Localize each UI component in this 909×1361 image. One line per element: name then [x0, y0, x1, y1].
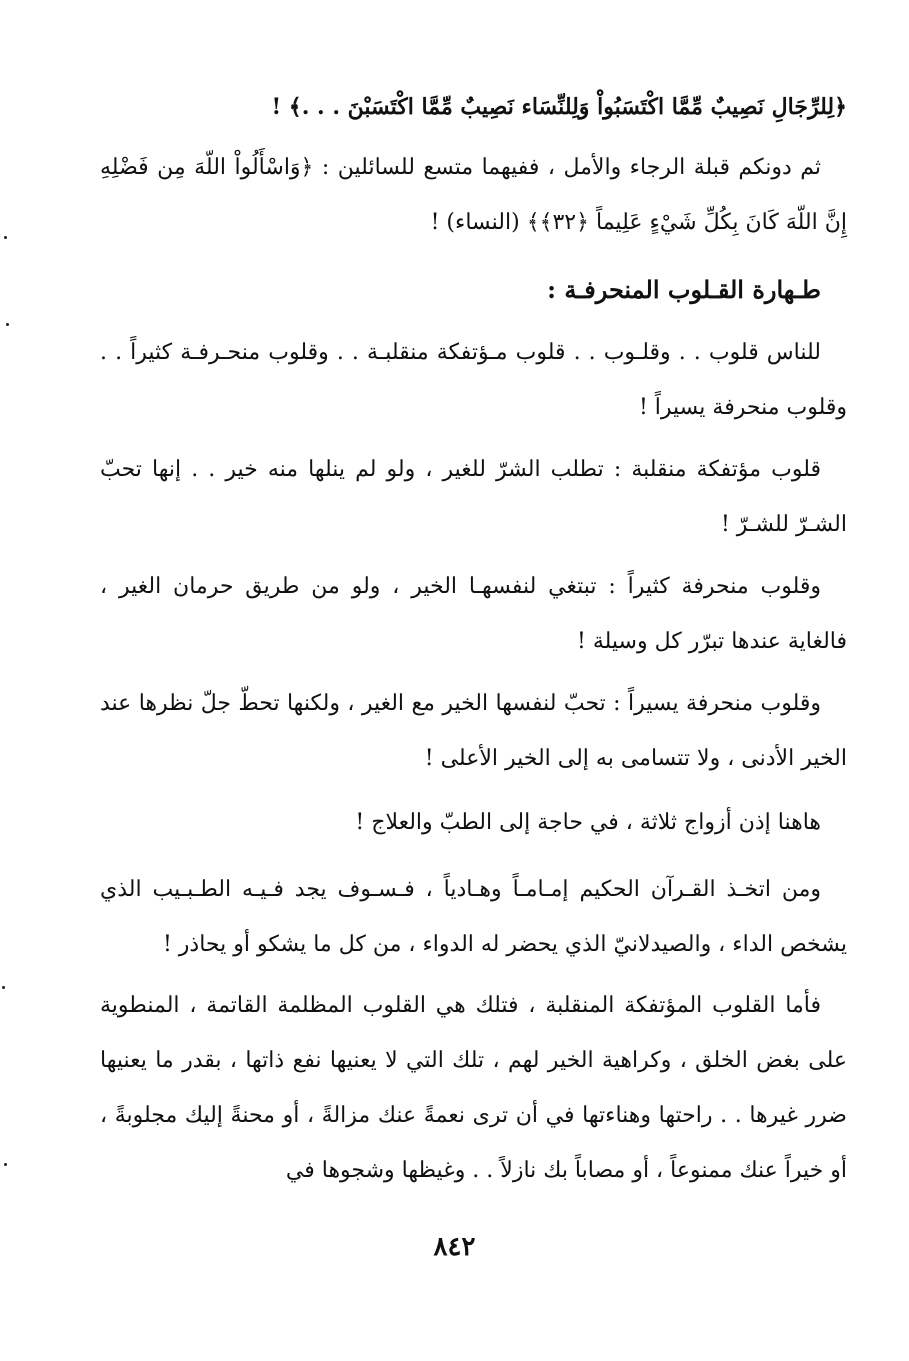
paragraph-dark-hearts: فأما القلوب المؤتفكة المنقلبة ، فتلك هي القلوب المظلمة القاتمة ، المنطوية على بغض الخلق ، وكراهية الخير لهم ، تلك التي لا يعنيها نفع ذاتها ، بقدر ما يعنيها ضرر غيرها . . راحتها وهناءتها في أن ترى نعمةً عنك مزالةً ، أو محنةً إليك مجلوبةً ، أو خيراً عنك ممنوعاً ، أو مصاباً بك نازلاً . . وغيظها وشجوها في [100, 993, 847, 1183]
margin-mark [2, 986, 5, 989]
margin-mark [4, 1163, 7, 1166]
paragraph-hearts-types: للناس قلوب . . وقلـوب . . قلوب مـؤتفكة منقلبـة . . وقلوب منحـرفـة كثيراً . . وقلوب منحرفة يسيراً ! [100, 340, 847, 420]
page-number: ٨٤٢ [433, 1232, 476, 1262]
margin-mark [6, 323, 9, 326]
paragraph-supplication: ثم دونكم قبلة الرجاء والأمل ، ففيهما متسع للسائلين : ﴿وَاسْأَلُواْ اللّهَ مِن فَضْلِهِ إِنَّ اللّهَ كَانَ بِكُلِّ شَيْءٍ عَلِيماً ﴿٣٢﴾﴾ (النساء) ! [100, 155, 847, 235]
paragraph-three-kinds: هاهنا إذن أزواج ثلاثة ، في حاجة إلى الطبّ والعلاج ! [355, 810, 821, 835]
paragraph-very-deviant-hearts: وقلوب منحرفة كثيراً : تبتغي لنفسهـا الخير ، ولو من طريق حرمان الغير ، فالغاية عندها تبرّر كل وسيلة ! [100, 574, 847, 654]
quran-verse-line: ﴿لِلرِّجَالِ نَصِيبٌ مِّمَّا اكْتَسَبُواْ وَلِلنِّسَاء نَصِيبٌ مِّمَّا اكْتَسَبْنَ . . .﴾ ! [271, 94, 847, 120]
paragraph-slightly-deviant-hearts: وقلوب منحرفة يسيراً : تحبّ لنفسها الخير مع الغير ، ولكنها تحطّ جلّ نظرها عند الخير الأدنى ، ولا تتسامى به إلى الخير الأعلى ! [100, 691, 847, 771]
section-heading: طـهارة القـلوب المنحرفـة : [547, 275, 821, 304]
paragraph-quran-healer: ومن اتخـذ القـرآن الحكيم إمـامـاً وهـادياً ، فـسـوف يجد فـيـه الطـبـيب الذي يشخص الداء ، والصيدلانيّ الذي يحضر له الدواء ، من كل ما يشكو أو يحاذر ! [100, 877, 847, 957]
margin-mark [4, 236, 7, 239]
paragraph-inverted-hearts: قلوب مؤتفكة منقلبة : تطلب الشرّ للغير ، ولو لم ينلها منه خير . . إنها تحبّ الشـرّ للشـرّ ! [100, 457, 847, 537]
